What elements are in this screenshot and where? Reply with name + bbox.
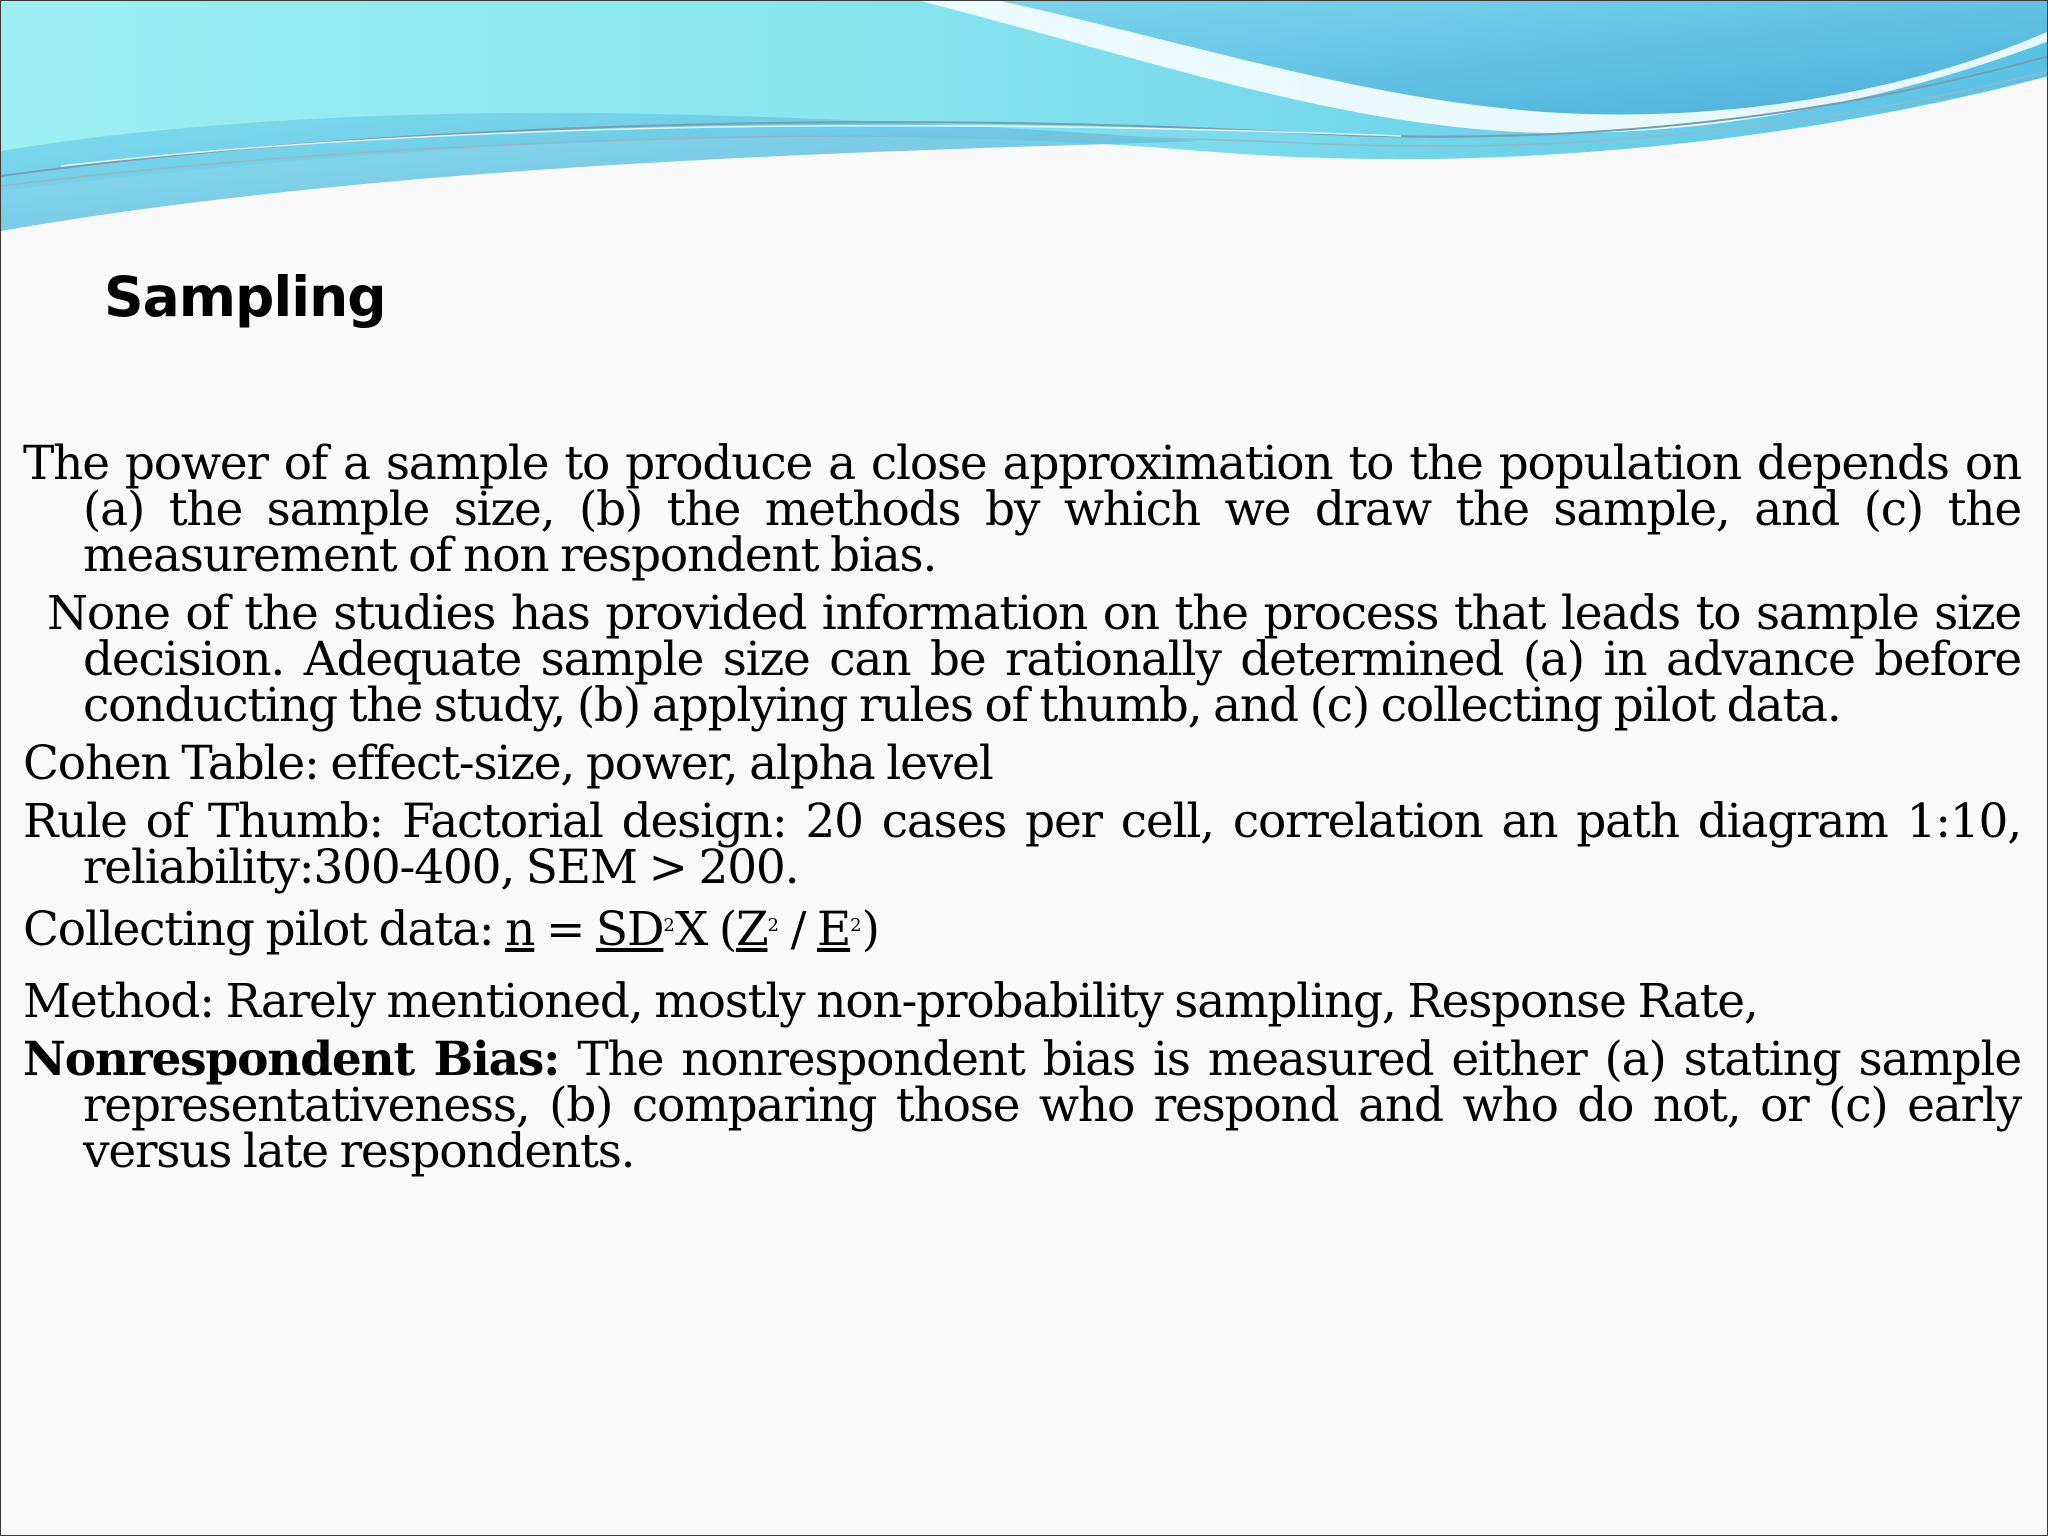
paragraph-rule-of-thumb: Rule of Thumb: Factorial design: 20 cases per cell, correlation an path diagram 1:10, reliability:300-400, SEM > 200. <box>23 794 2021 895</box>
nonrespondent-bias-label: Nonrespondent Bias: <box>23 1032 560 1087</box>
paragraph-sample-power: The power of a sample to produce a close approximation to the population depends on (a) the sample size, (b) the methods by which we draw the sample, and (c) the measurement of non respondent bias. <box>23 436 2021 583</box>
paragraph-sample-size-decision: None of the studies has provided information on the process that leads to sample size decision. Adequate sample size can be rationally determined (a) in advance before conducting the study, (b) applying rules of thumb, and (c) collecting pilot data. <box>47 586 2021 733</box>
slide-body <box>23 436 2021 1179</box>
paragraph-nonrespondent-bias <box>23 1032 2021 1179</box>
wave-header-decoration <box>1 1 2048 241</box>
formula-e-exponent: 2 <box>850 915 862 936</box>
paragraph-pilot-data <box>23 902 2021 957</box>
formula-z: Z <box>735 902 768 957</box>
formula-n: n <box>505 902 535 957</box>
paragraph-cohen-table: Cohen Table: effect-size, power, alpha level <box>23 736 993 791</box>
formula-e: E <box>817 902 851 957</box>
slide-title: Sampling <box>104 265 386 329</box>
formula-sd-exponent: 2 <box>663 915 675 936</box>
formula-slash: / <box>778 902 818 957</box>
paragraph-method: Method: Rarely mentioned, mostly non-probability sampling, Response Rate, <box>23 974 1758 1029</box>
pilot-data-label: Collecting pilot data: <box>23 902 506 957</box>
formula-x: X ( <box>674 902 736 957</box>
formula-z-exponent: 2 <box>767 915 779 936</box>
formula-close: ) <box>861 902 879 957</box>
nonrespondent-bias-text: The nonrespondent bias is measured either (a) stating sample representativeness, (b) comparing those who respond and who do not, or (c) early versus late respondents. <box>83 1032 2021 1179</box>
formula-sd: SD <box>595 902 664 957</box>
formula-equals: = <box>534 902 596 957</box>
